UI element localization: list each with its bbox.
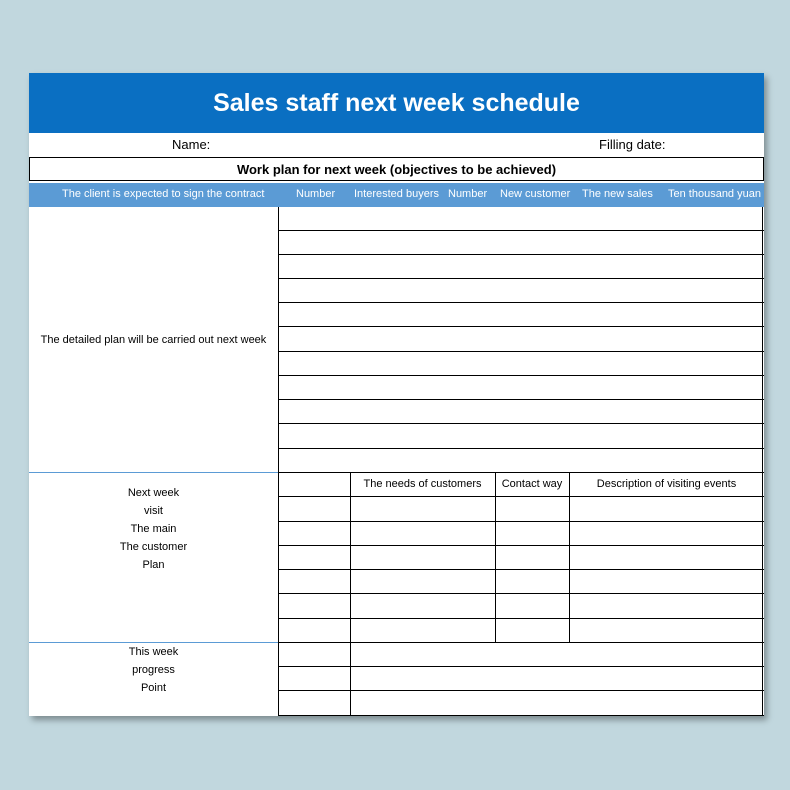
- header-ten-thousand-yuan: Ten thousand yuan: [668, 188, 761, 200]
- visit-plan-line: The customer: [119, 541, 188, 553]
- visit-plan-line: The main: [130, 523, 177, 535]
- progress-line: Point: [140, 682, 167, 694]
- visit-row-line: [278, 545, 764, 546]
- visit-plan-line: visit: [144, 505, 163, 517]
- detailed-plan-label: The detailed plan will be carried out next week: [40, 334, 267, 346]
- header-interested-buyers: Interested buyers: [354, 188, 439, 200]
- schedule-sheet: [29, 73, 764, 716]
- progress-row-line: [278, 666, 764, 667]
- visit-plan-label: [29, 484, 278, 574]
- plan-row-line: [278, 326, 764, 327]
- work-plan-title: Work plan for next week (objectives to be achieved): [29, 157, 764, 181]
- visit-col-description: Description of visiting events: [596, 478, 737, 490]
- visit-row-line: [278, 496, 764, 497]
- filling-date-label: Filling date:: [599, 137, 666, 152]
- visit-col-divider: [495, 472, 496, 642]
- plan-row-line: [278, 230, 764, 231]
- plan-row-line: [278, 375, 764, 376]
- plan-row-line: [278, 302, 764, 303]
- section-divider-left: [29, 472, 278, 473]
- visit-row-line: [278, 618, 764, 619]
- visit-row-line: [278, 593, 764, 594]
- visit-row-line: [278, 521, 764, 522]
- name-label: Name:: [172, 137, 211, 152]
- header-new-sales: The new sales: [582, 188, 653, 200]
- progress-line: This week: [128, 646, 179, 658]
- visit-col-divider: [350, 472, 351, 716]
- plan-row-line: [278, 351, 764, 352]
- plan-row-line: [278, 254, 764, 255]
- right-border: [762, 207, 763, 716]
- name-row: [29, 133, 764, 157]
- visit-row-line: [278, 569, 764, 570]
- header-new-customer: New customer: [500, 188, 571, 200]
- objectives-header-bar: [29, 183, 764, 207]
- left-column-divider: [278, 207, 279, 716]
- visit-col-contact: Contact way: [501, 478, 563, 490]
- header-client-contract: The client is expected to sign the contract: [62, 188, 265, 200]
- progress-label: [29, 643, 278, 697]
- visit-plan-line: Plan: [142, 559, 165, 571]
- header-number-1: Number: [296, 188, 336, 200]
- plan-row-line: [278, 448, 764, 449]
- page-title: Sales staff next week schedule: [29, 73, 764, 133]
- plan-row-line: [278, 278, 764, 279]
- plan-row-line: [278, 423, 764, 424]
- section-divider-right: [278, 642, 764, 643]
- header-number-2: Number: [448, 188, 488, 200]
- visit-col-divider: [569, 472, 570, 642]
- progress-line: progress: [132, 664, 175, 676]
- progress-row-line: [278, 690, 764, 691]
- plan-row-line: [278, 399, 764, 400]
- visit-col-needs: The needs of customers: [363, 478, 482, 490]
- visit-plan-line: Next week: [127, 487, 180, 499]
- bottom-border: [278, 715, 764, 716]
